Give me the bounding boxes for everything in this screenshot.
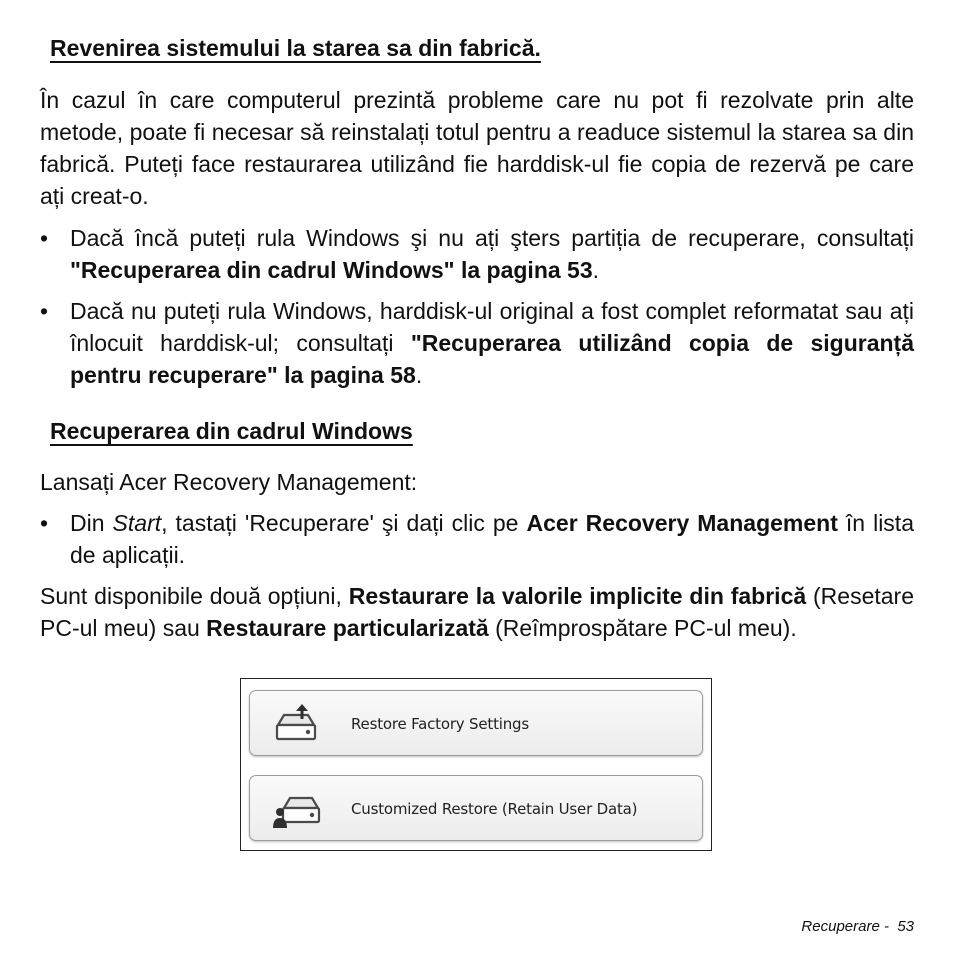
bullet-marker: • (40, 225, 49, 251)
section-heading-windows-recovery: Recuperarea din cadrul Windows (50, 418, 413, 444)
section-heading-factory-restore: Revenirea sistemului la starea sa din fabrică. (50, 35, 541, 61)
drive-upload-icon (272, 703, 322, 747)
cross-reference-link[interactable]: "Recuperarea utilizând copia de siguranță pentru recuperare" la pagina 58 (70, 330, 914, 388)
bullet-text: Dacă nu puteți rula Windows, harddisk-ul original a fost complet reformatat sau ați înlocuit harddisk-ul; consultați "Recuperarea utilizând copia de siguranță pentru recuperare" la pagina 58. (70, 298, 914, 388)
options-paragraph: Sunt disponibile două opțiuni, Restaurare la valorile implicite din fabrică (Resetare PC-ul meu) sau Restaurare particularizată (Reîmprospătare PC-ul meu). (40, 583, 914, 641)
bullet-marker: • (40, 510, 49, 536)
bullet-marker: • (40, 298, 49, 324)
option-label: Restore Factory Settings (351, 715, 529, 733)
restore-factory-settings-button[interactable] (249, 690, 703, 756)
page-number: 53 (897, 918, 914, 935)
list-item (40, 295, 914, 391)
recovery-options-screenshot (240, 678, 712, 851)
page-footer (801, 918, 914, 935)
footer-section: Recuperare - (801, 918, 889, 935)
cross-reference-link[interactable]: "Recuperarea din cadrul Windows" la pagina 53 (70, 257, 593, 283)
customized-restore-button[interactable] (249, 775, 703, 841)
launch-paragraph: Lansați Acer Recovery Management: (40, 469, 418, 495)
list-item (40, 222, 914, 286)
bullet-text: Din Start, tastați 'Recuperare' şi dați clic pe Acer Recovery Management în lista de aplicații. (70, 510, 914, 568)
list-item (40, 507, 914, 571)
intro-paragraph: În cazul în care computerul prezintă probleme care nu pot fi rezolvate prin alte metode, poate fi necesar să reinstalați totul pentru a readuce sistemul la starea sa din fabrică. Puteți face restaurarea utilizând fie harddisk-ul fie copia de rezervă pe care ați creat-o. (40, 87, 914, 209)
bullet-text: Dacă încă puteți rula Windows şi nu ați şters partiția de recuperare, consultați "Recuperarea din cadrul Windows" la pagina 53. (70, 225, 914, 283)
option-label: Customized Restore (Retain User Data) (351, 800, 638, 818)
drive-user-icon (272, 788, 322, 832)
